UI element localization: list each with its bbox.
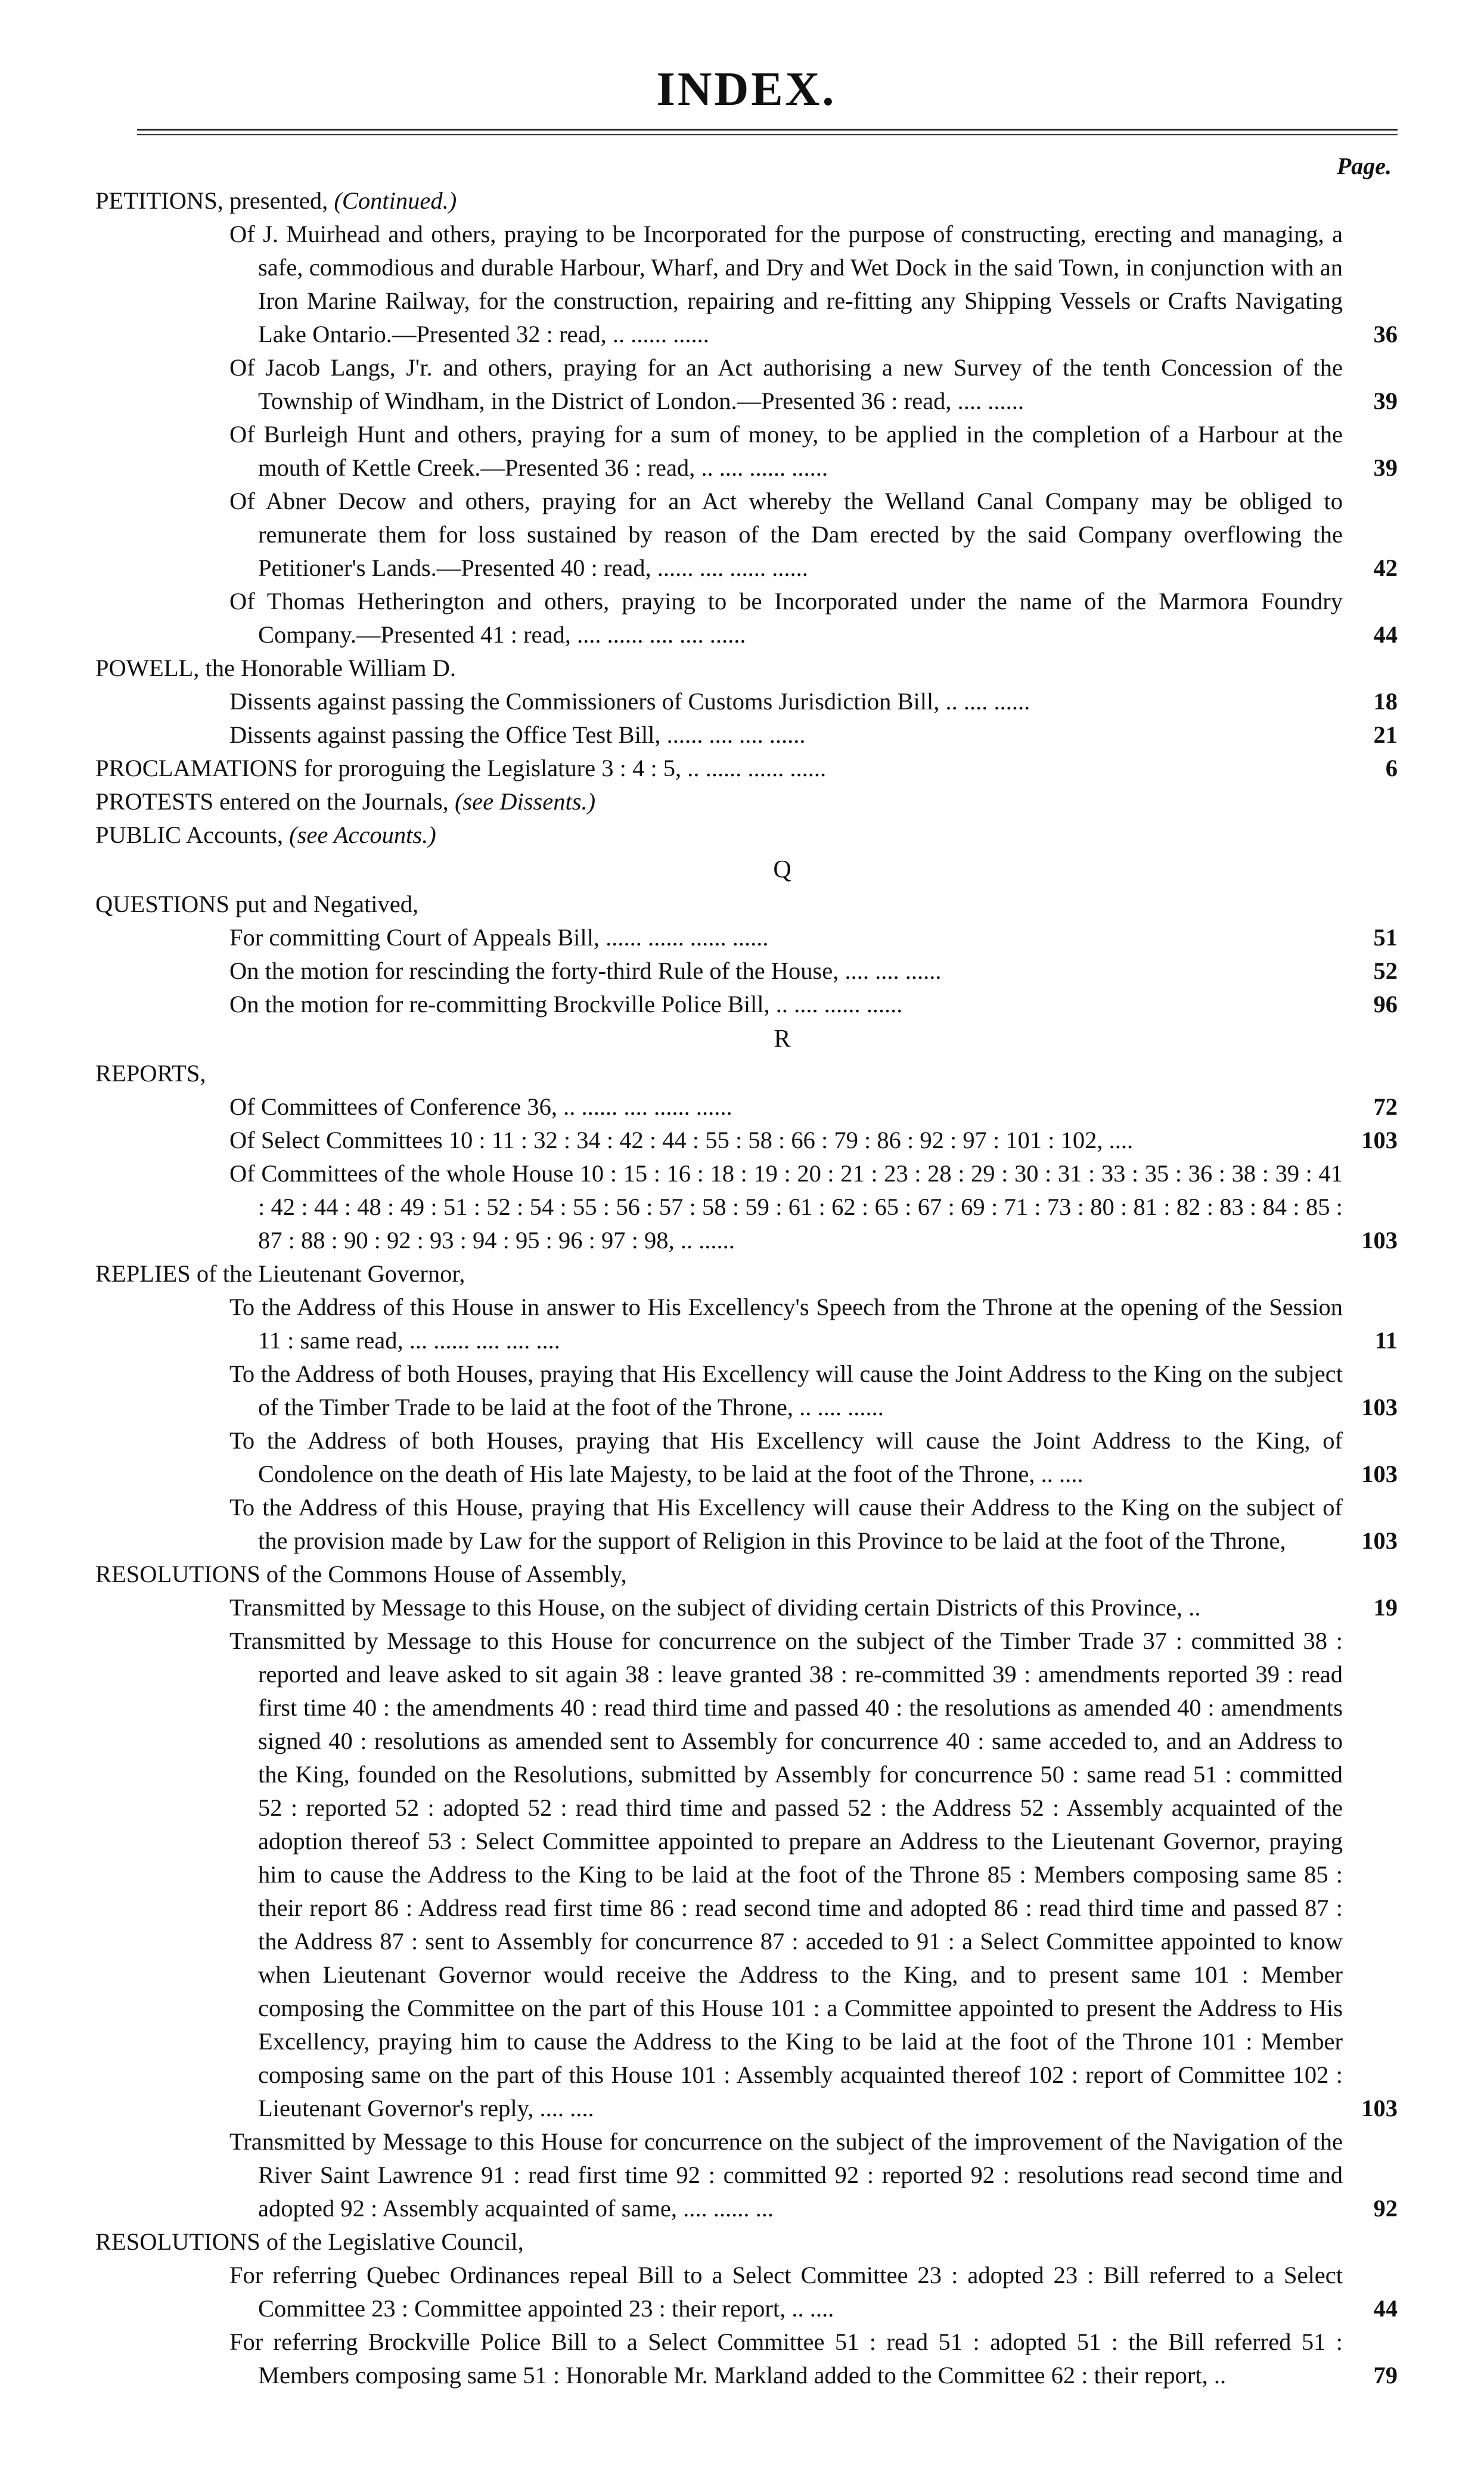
index-entry-proclamations — [95, 752, 1398, 785]
entry-page: 11 — [1374, 1327, 1398, 1354]
heading-public-label: PUBLIC Accounts, — [95, 821, 284, 848]
entry-text: Of J. Muirhead and others, praying to be Incorporated for the purpose of constructing, erecting and managing, a safe, commodious and durable Harbour, Wharf, and Dry and Wet Dock in the said Town, in conjunction with an Iron Marine Railway, for the construction, repairing and re-fitting any Shipping Vessels or Crafts Navigating Lake Ontario.—Presented 32 : read, .. ...... ...... — [229, 221, 1343, 348]
heading-questions: QUESTIONS put and Negatived, — [95, 891, 419, 917]
entry-text: Dissents against passing the Office Test Bill, ...... .... .... ...... — [229, 721, 806, 748]
heading-protests-label: PROTESTS entered on the Journals, — [95, 788, 449, 815]
entry-text: Transmitted by Message to this House for concurrence on the subject of the Timber Trade 37 : committed 38 : reported and leave asked to sit again 38 : leave granted 38 : re-committed 39 : amendments reported 39 : read first time 40 : the amendments 40 : read third time and passed 40 : the resolutions as amended 40 : amendments signed 40 : resolutions as amended sent to Assembly for concurrence 40 : same acceded to, and an Address to the King, founded on the Resolutions, submitted by Assembly for concurrence 50 : same read 51 : committed 52 : reported 52 : adopted 52 : read third time and passed 52 : the Address 52 : Assembly acquainted of the adoption thereof 53 : Select Committee appointed to prepare an Address to the Lieutenant Governor, praying him to cause the Address to the King to be laid at the foot of the Throne 85 : Members composing same 85 : their report 86 : Address read first time 86 : read second time and adopted 86 : read third time and passed 87 : the Address 87 : sent to Assembly for concurrence 87 : acceded to 91 : a Select Committee appointed to know when Lieutenant Governor would receive the Address to the King, and to present same 101 : Member composing the Committee on the part of this House 101 : a Committee appointed to present the Address to His Excellency, praying him to cause the Address to the King to be laid at the foot of the Throne 101 : Member composing same on the part of this House 101 : Assembly acquainted thereof 102 : report of Committee 102 : Lieutenant Governor's reply, .... .... — [229, 1627, 1343, 2122]
title-rule-thin — [137, 134, 1398, 135]
heading-public — [95, 818, 1398, 852]
entry-page: 51 — [1373, 924, 1398, 951]
entry-text: On the motion for re-committing Brockville Police Bill, .. .... ...... ...... — [229, 991, 903, 1018]
entry-page: 103 — [1361, 1127, 1398, 1153]
heading-protests — [95, 785, 1398, 818]
section-letter-q: Q — [773, 856, 791, 883]
heading-replies: REPLIES of the Lieutenant Governor, — [95, 1260, 465, 1287]
index-entry — [229, 1624, 1398, 2125]
entry-text: Transmitted by Message to this House for concurrence on the subject of the improvement of the Navigation of the River Saint Lawrence 91 : read first time 92 : committed 92 : reported 92 : resolutions read second time and adopted 92 : Assembly acquainted of same, .... ...... ... — [229, 2128, 1343, 2222]
entry-page: 21 — [1373, 721, 1398, 748]
heading-protests-see: (see Dissents.) — [454, 788, 596, 815]
entry-page: 39 — [1373, 387, 1398, 414]
heading-powell: POWELL, the Honorable William D. — [95, 655, 456, 681]
index-entry — [229, 921, 1398, 954]
index-entry — [229, 1291, 1398, 1357]
entry-text: To the Address of this House, praying that His Excellency will cause their Address to the King on the subject of the provision made by Law for the support of Religion in this Province to be laid at the foot of the Throne, — [229, 1494, 1343, 1554]
entry-page: 103 — [1361, 1460, 1398, 1487]
heading-petitions — [95, 184, 1398, 218]
entry-text: Of Jacob Langs, J'r. and others, praying for an Act authorising a new Survey of the tenth Concession of the Township of Windham, in the District of London.—Presented 36 : read, .... ...... — [229, 354, 1343, 414]
index-entry — [229, 1357, 1398, 1424]
entry-text: Of Abner Decow and others, praying for an Act whereby the Welland Canal Company may be obliged to remunerate them for loss sustained by reason of the Dam erected by the said Company overflowing the Petitioner's Lands.—Presented 40 : read, ...... .... ...... ...... — [229, 488, 1343, 581]
index-entry — [229, 1090, 1398, 1124]
entry-text: Of Thomas Hetherington and others, praying to be Incorporated under the name of the Marmora Foundry Company.—Presented 41 : read, .... ...... .... .... ...... — [229, 588, 1343, 648]
index-entry — [229, 1491, 1398, 1558]
entry-text: Of Committees of Conference 36, .. ...... .... ...... ...... — [229, 1093, 732, 1120]
heading-resolutions-commons: RESOLUTIONS of the Commons House of Assembly, — [95, 1561, 627, 1587]
entry-page: 103 — [1361, 1227, 1398, 1254]
entry-text: Transmitted by Message to this House, on the subject of dividing certain Districts of this Province, .. — [229, 1594, 1201, 1621]
entry-text: Of Select Committees 10 : 11 : 32 : 34 : 42 : 44 : 55 : 58 : 66 : 79 : 86 : 92 : 97 : 101 : 102, .... — [229, 1127, 1134, 1153]
index-entry — [229, 1424, 1398, 1491]
entry-page: 36 — [1373, 321, 1398, 348]
entry-text: To the Address of this House in answer to His Excellency's Speech from the Throne at the opening of the Session 11 : same read, ... ...... .... .... .... — [229, 1294, 1343, 1354]
entry-text: For referring Quebec Ordinances repeal Bill to a Select Committee 23 : adopted 23 : Bill referred to a Select Committee 23 : Committee appointed 23 : their report, .. .... — [229, 2262, 1343, 2322]
index-entry — [229, 718, 1398, 752]
entry-text: On the motion for rescinding the forty-third Rule of the House, .... .... ...... — [229, 957, 942, 984]
entry-page: 44 — [1373, 2295, 1398, 2322]
index-entry — [229, 2325, 1398, 2392]
index-entry — [229, 351, 1398, 418]
entry-page: 103 — [1361, 1527, 1398, 1554]
index-page — [95, 60, 1398, 2392]
entry-page: 19 — [1373, 1594, 1398, 1621]
heading-public-see: (see Accounts.) — [289, 821, 436, 848]
index-entry — [229, 2125, 1398, 2225]
entry-page: 92 — [1373, 2195, 1398, 2222]
heading-petitions-label: PETITIONS, presented, — [95, 187, 328, 214]
entry-page: 72 — [1373, 1093, 1398, 1120]
heading-petitions-continued: (Continued.) — [334, 187, 457, 214]
index-entry — [229, 1124, 1398, 1157]
index-entry — [229, 585, 1398, 652]
index-entry — [229, 2259, 1398, 2325]
index-entry — [229, 988, 1398, 1021]
entry-page: 18 — [1373, 688, 1398, 715]
index-entry — [229, 954, 1398, 988]
index-entry — [229, 218, 1398, 351]
entry-text: Of Burleigh Hunt and others, praying for a sum of money, to be applied in the completion of a Harbour at the mouth of Kettle Creek.—Presented 36 : read, .. .... ...... ...... — [229, 421, 1343, 481]
entry-text: To the Address of both Houses, praying that His Excellency will cause the Joint Address to the King on the subject of the Timber Trade to be laid at the foot of the Throne, .. .... ...... — [229, 1360, 1343, 1421]
entry-text: For committing Court of Appeals Bill, ...... ...... ...... ...... — [229, 924, 769, 951]
index-entry — [229, 485, 1398, 585]
index-entry — [229, 685, 1398, 718]
section-letter-r: R — [774, 1025, 791, 1053]
index-entry — [229, 1157, 1398, 1257]
entry-page: 103 — [1361, 2095, 1398, 2122]
entry-page: 6 — [1385, 755, 1398, 781]
index-entry — [229, 1591, 1398, 1624]
entry-text: To the Address of both Houses, praying that His Excellency will cause the Joint Address to the King, of Condolence on the death of His late Majesty, to be laid at the foot of the Throne, .. .... — [229, 1427, 1343, 1487]
entry-page: 79 — [1373, 2362, 1398, 2389]
page-column-label: Page. — [1336, 153, 1392, 179]
entry-page: 52 — [1373, 957, 1398, 984]
entry-text: Of Committees of the whole House 10 : 15 : 16 : 18 : 19 : 20 : 21 : 23 : 28 : 29 : 30 : 31 : 33 : 35 : 36 : 38 : 39 : 41 : 42 : 44 : 48 : 49 : 51 : 52 : 54 : 55 : 56 : 57 : 58 : 59 : 61 : 62 : 65 : 67 : 69 : 71 : 73 : 80 : 81 : 82 : 83 : 84 : 85 : 87 : 88 : 90 : 92 : 93 : 94 : 95 : 96 : 97 : 98, .. ...... — [229, 1160, 1343, 1254]
entry-page: 44 — [1373, 621, 1398, 648]
heading-reports: REPORTS, — [95, 1060, 206, 1087]
heading-resolutions-council: RESOLUTIONS of the Legislative Council, — [95, 2228, 524, 2255]
entry-text: Dissents against passing the Commissioners of Customs Jurisdiction Bill, .. .... ...... — [229, 688, 1030, 715]
entry-page: 39 — [1373, 454, 1398, 481]
title-rule — [137, 129, 1398, 131]
index-entry — [229, 418, 1398, 485]
entry-page: 42 — [1373, 554, 1398, 581]
entry-page: 96 — [1373, 991, 1398, 1018]
entry-text: PROCLAMATIONS for proroguing the Legislature 3 : 4 : 5, .. ...... ...... ...... — [95, 755, 827, 781]
entry-page: 103 — [1361, 1394, 1398, 1421]
entry-text: For referring Brockville Police Bill to a Select Committee 51 : read 51 : adopted 51 : the Bill referred 51 : Members composing same 51 : Honorable Mr. Markland added to the Committee 62 : their report, .. — [229, 2328, 1343, 2389]
page-title: INDEX. — [656, 63, 837, 116]
